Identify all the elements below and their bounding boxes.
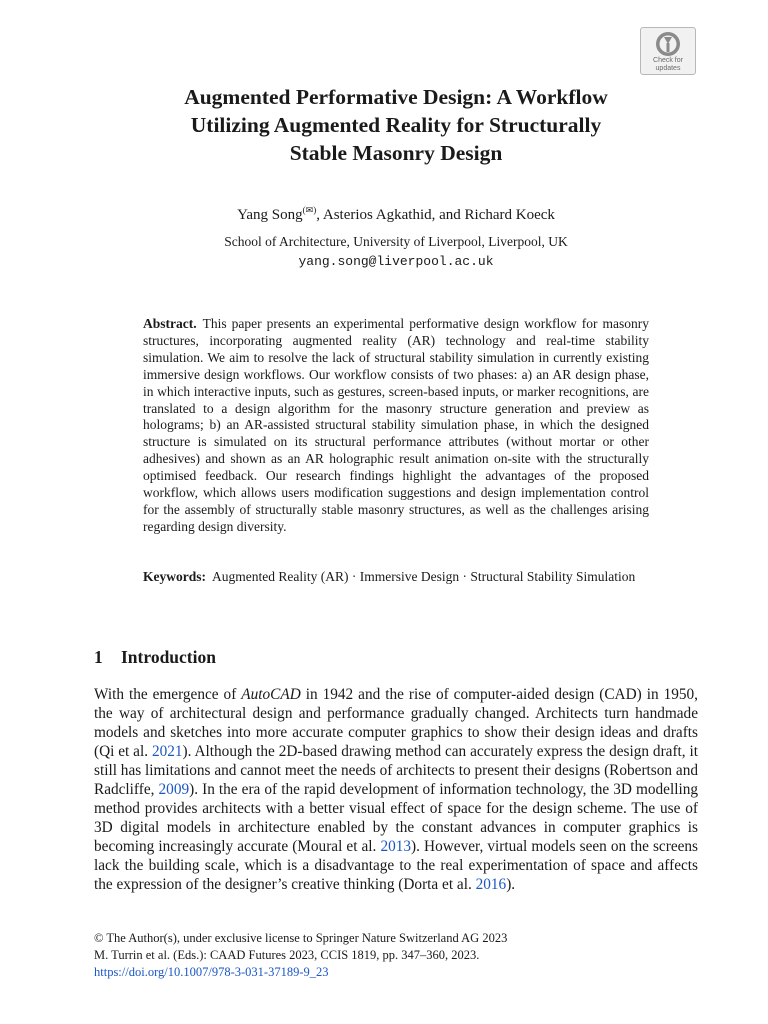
author-email[interactable]: yang.song@liverpool.ac.uk [298, 254, 494, 269]
section-title: Introduction [121, 647, 216, 667]
citation-link[interactable]: 2021 [151, 743, 183, 760]
abstract-label: Abstract. [143, 316, 197, 331]
doi-link[interactable]: https://doi.org/10.1007/978-3-031-37189-9_23 [94, 965, 329, 979]
keywords-text: Augmented Reality (AR) · Immersive Design · Structural Stability Simulation [212, 569, 636, 584]
intro-text: ). Although the 2D-based drawing method can accurately express the design draft, it still has limitations and cannot meet the needs of architects to present their designs (Robertson and Radcliffe, [94, 743, 698, 798]
introduction-paragraph [94, 685, 698, 894]
abstract-text: This paper presents an experimental performative design workflow for masonry structures, incorporating augmented reality (AR) technology and real-time stability simulation. We aim to resolve the lack of structural stability simulation in currently existing immersive design workflows. Our workflow consists of two phases: a) an AR design phase, in which interactive inputs, such as gestures, screen-based inputs, or marker recognitions, are translated to a design algorithm for the masonry structure generation and preview as holograms; b) an AR-assisted structural stability simulation phase, in which the designed structure is simulated on its structural performance attributes (without mortar or other adhesives) and shown as an AR holographic result animation on-site with the structurally optimised feedback. Our research findings highlight the advantages of the proposed workflow, which allows users modification suggestions and design implementation control for the assembly of structurally stable masonry structures, as well as the challenges arising regarding design diversity. [143, 316, 649, 534]
check-for-updates-badge[interactable] [640, 27, 696, 75]
footer-divider [94, 921, 698, 922]
corresponding-author-mark: (✉) [302, 205, 317, 215]
title-line: Augmented Performative Design: A Workflow [184, 85, 608, 109]
citation-link[interactable]: 2009 [158, 781, 190, 798]
author-first: Yang Song [237, 207, 303, 223]
section-heading [94, 646, 216, 668]
check-for-updates-icon [655, 31, 681, 57]
affiliation: School of Architecture, University of Liverpool, Liverpool, UK [224, 234, 568, 249]
abstract [143, 316, 649, 536]
citation-link[interactable]: 2016 [475, 876, 507, 893]
intro-autocad: AutoCAD [241, 686, 301, 703]
keywords [143, 568, 649, 585]
title-line: Stable Masonry Design [289, 141, 503, 165]
paper-title [96, 83, 696, 167]
intro-text: in 1942 and the rise of computer-aided design (CAD) in 1950, the way of architectural design and performance gradually changed. Architects turn handmade models and sketches into more accurate computer graphics to show their design ideas and drafts (Qi et al. [94, 686, 698, 760]
section-number: 1 [94, 647, 103, 667]
publication-citation: M. Turrin et al. (Eds.): CAAD Futures 2023, CCIS 1819, pp. 347–360, 2023. [94, 948, 480, 962]
author-list [96, 200, 696, 225]
intro-text: With the emergence of [94, 686, 242, 703]
title-line: Utilizing Augmented Reality for Structurally [190, 113, 602, 137]
intro-text: ). [506, 876, 516, 893]
intro-text: ). However, virtual models seen on the screens lack the building scale, which is a disadvantage to the real experimentation of space and affects the expression of the designer’s creative thinking (Dorta et al. [94, 838, 699, 893]
keywords-label: Keywords: [143, 569, 206, 584]
copyright-notice: © The Author(s), under exclusive license to Springer Nature Switzerland AG 2023 [94, 931, 508, 945]
author-rest: , Asterios Agkathid, and Richard Koeck [316, 207, 555, 223]
badge-label: Check for updates [653, 57, 683, 72]
intro-text: ). In the era of the rapid development of information technology, the 3D modelling method provides architects with a better visual effect of space for the design scheme. The use of 3D digital models in architecture enabled by the constant advances in computer graphics is becoming increasingly accurate (Moural et al. [94, 781, 698, 855]
footer [94, 930, 507, 981]
citation-link[interactable]: 2013 [380, 838, 412, 855]
